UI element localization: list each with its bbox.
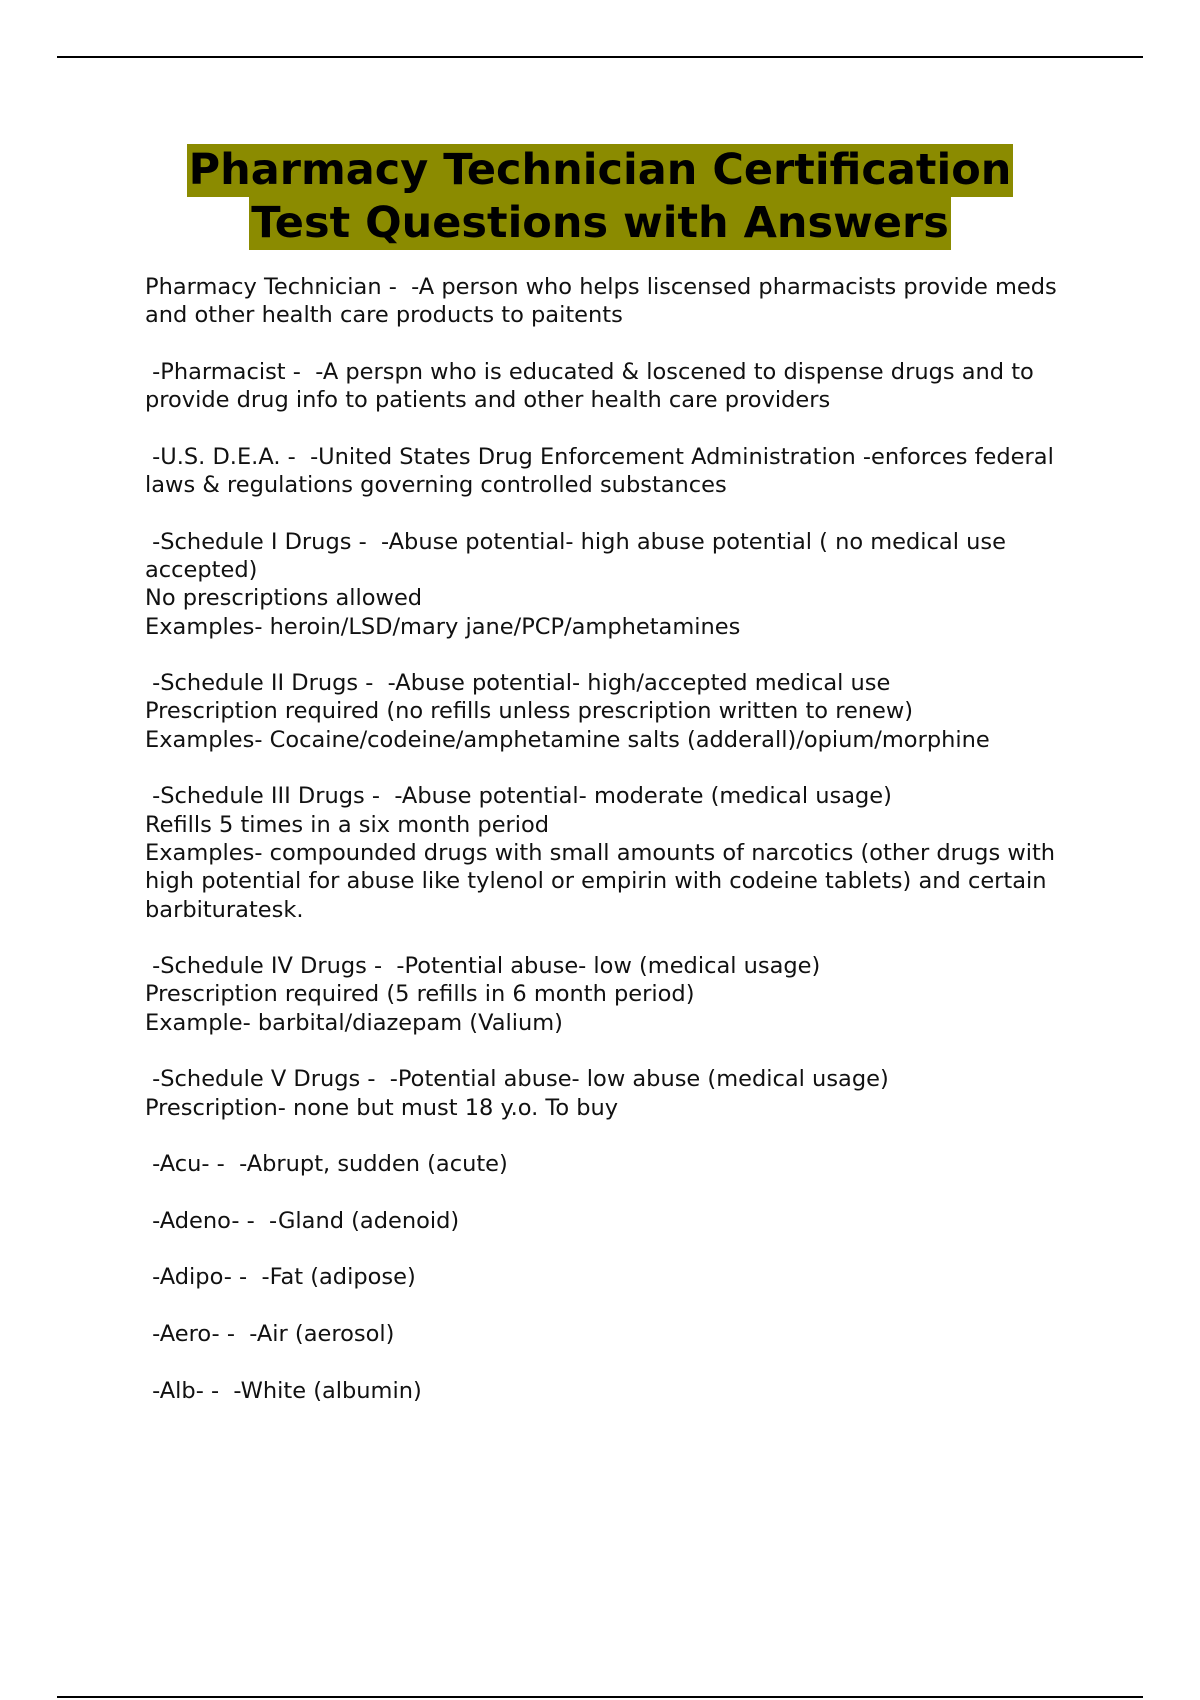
qa-entry: -Pharmacist - -A perspn who is educated & loscened to dispense drugs and to provide drug info to patients and other health care providers: [145, 358, 1041, 414]
entry-term: -Schedule IV Drugs: [145, 953, 367, 980]
entry-definition: -Air (aerosol): [249, 1320, 395, 1347]
entry-term: -Schedule V Drugs: [145, 1066, 361, 1093]
entry-definition: -Abrupt, sudden (acute): [239, 1151, 508, 1178]
entry-definition: -Abuse potential- high abuse potential ( no medical use accepted) No prescriptions allowed Examples- heroin/LSD/mary jane/PCP/amphetamines: [145, 528, 1006, 640]
entry-term: -Acu-: [145, 1151, 210, 1178]
entry-term: -Pharmacist: [145, 358, 286, 385]
entry-term: -Adipo-: [145, 1264, 232, 1291]
entry-term: -Schedule III Drugs: [145, 783, 365, 810]
entry-term: -Alb-: [145, 1377, 204, 1404]
top-rule: [57, 56, 1143, 58]
page-title: [0, 144, 1200, 250]
entry-definition: -A person who helps liscensed pharmacists provide meds and other health care products to paitents: [145, 274, 1064, 329]
qa-entry: -Adipo- - -Fat (adipose): [145, 1264, 416, 1291]
entry-term: -Schedule I Drugs: [145, 528, 352, 555]
title-line-1: Pharmacy Technician Certification: [188, 145, 1012, 195]
entry-definition: -Potential abuse- low (medical usage) Prescription required (5 refills in 6 month period) Example- barbital/diazepam (Valium): [145, 953, 821, 1036]
entry-definition: -Gland (adenoid): [269, 1207, 460, 1234]
title-line-2: Test Questions with Answers: [251, 198, 949, 248]
qa-entry: -Aero- - -Air (aerosol): [145, 1320, 395, 1347]
entry-definition: -Potential abuse- low abuse (medical usage) Prescription- none but must 18 y.o. To buy: [145, 1066, 889, 1121]
qa-entry: Pharmacy Technician - -A person who helps liscensed pharmacists provide meds and other health care products to paitents: [145, 274, 1064, 329]
entry-definition: -A perspn who is educated & loscened to dispense drugs and to provide drug info to patients and other health care providers: [145, 358, 1041, 414]
qa-entry: -Alb- - -White (albumin): [145, 1377, 422, 1404]
entry-definition: -White (albumin): [233, 1377, 422, 1404]
entry-definition: -United States Drug Enforcement Administration -enforces federal laws & regulations governing controlled substances: [145, 443, 1061, 499]
qa-entry: -Schedule I Drugs - -Abuse potential- high abuse potential ( no medical use accepted) No prescriptions allowed Examples- heroin/LSD/mary jane/PCP/amphetamines: [145, 528, 1090, 641]
entry-definition: -Abuse potential- high/accepted medical use Prescription required (no refills unless prescription written to renew) Examples- Cocaine/codeine/amphetamine salts (adderall)/opium/morphine: [145, 670, 990, 753]
qa-entry: -Adeno- - -Gland (adenoid): [145, 1207, 460, 1234]
qa-entry: -Schedule III Drugs - -Abuse potential- moderate (medical usage) Refills 5 times in a six month period Examples- compounded drugs with small amounts of narcotics (other drugs with high potential for abuse like tylenol or empirin with codeine tablets) and certain barbituratesk.: [145, 782, 1090, 923]
qa-list: [145, 273, 1090, 1433]
bottom-rule: [57, 1696, 1143, 1698]
qa-entry: -U.S. D.E.A. - -United States Drug Enforcement Administration -enforces federal laws & regulations governing controlled substances: [145, 443, 1061, 499]
qa-entry: -Acu- - -Abrupt, sudden (acute): [145, 1151, 508, 1178]
qa-entry: -Schedule V Drugs - -Potential abuse- low abuse (medical usage) Prescription- none but must 18 y.o. To buy: [145, 1066, 889, 1121]
qa-entry: -Schedule IV Drugs - -Potential abuse- low (medical usage) Prescription required (5 refills in 6 month period) Example- barbital/diazepam (Valium): [145, 953, 821, 1036]
entry-term: -Adeno-: [145, 1207, 240, 1234]
entry-term: -Aero-: [145, 1320, 220, 1347]
qa-entry: -Schedule II Drugs - -Abuse potential- high/accepted medical use Prescription required (no refills unless prescription written to renew) Examples- Cocaine/codeine/amphetamine salts (adderall)/opium/morphine: [145, 670, 990, 753]
entry-term: -U.S. D.E.A.: [145, 443, 281, 470]
entry-term: Pharmacy Technician: [145, 274, 382, 300]
entry-term: -Schedule II Drugs: [145, 670, 359, 697]
entry-definition: -Fat (adipose): [261, 1264, 416, 1291]
entry-definition: -Abuse potential- moderate (medical usage) Refills 5 times in a six month period Examples- compounded drugs with small amounts of narcotics (other drugs with high potential for abuse like tylenol or empirin with codeine tablets) and certain barbituratesk.: [145, 783, 1056, 923]
